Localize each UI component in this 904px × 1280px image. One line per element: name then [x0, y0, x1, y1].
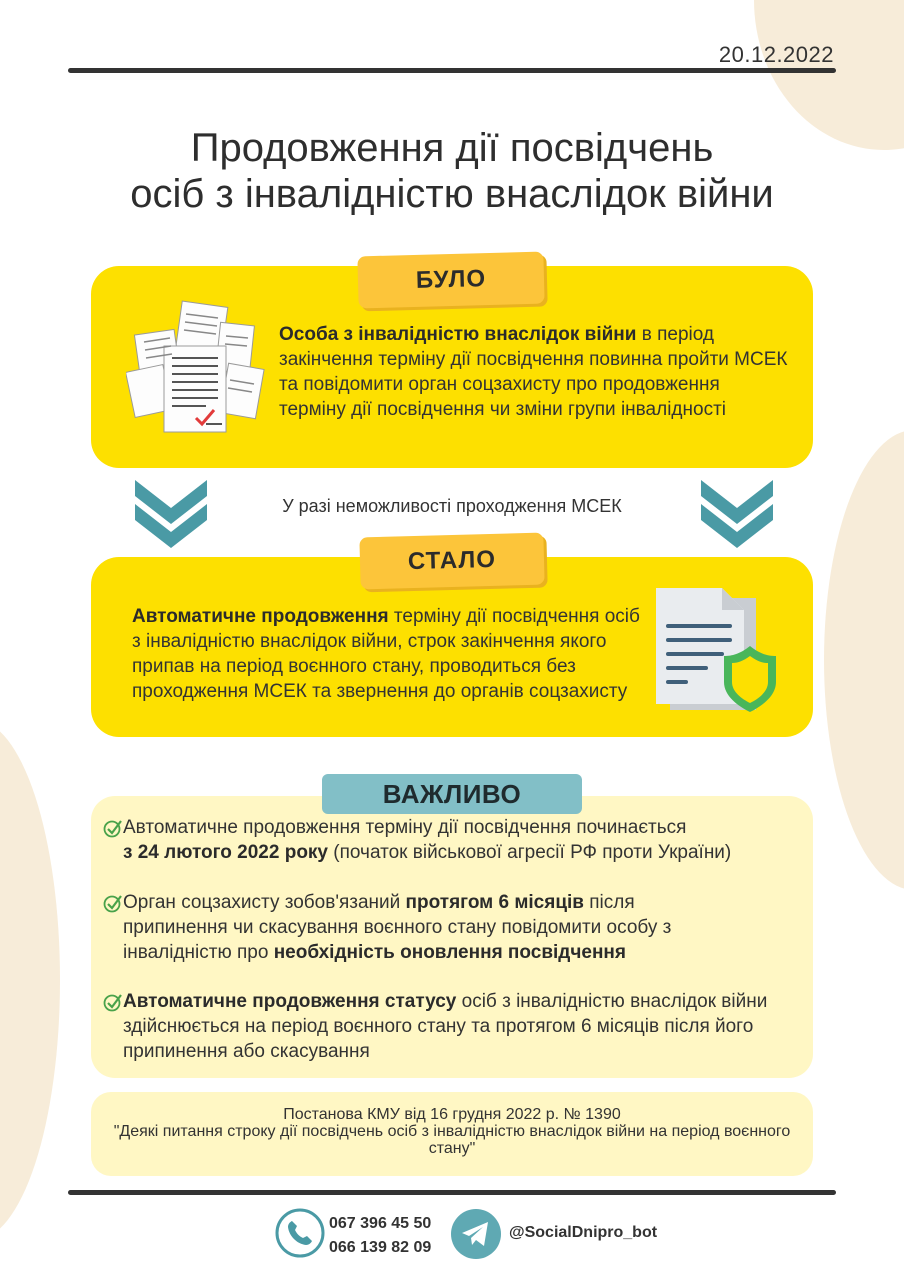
was-description	[279, 322, 789, 422]
important-item-3-text: осіб з інвалідністю внаслідок війни здійснюється на період воєнного стану та протягом 6 місяців після його припинення або скасування	[123, 991, 768, 1062]
important-label: ВАЖЛИВО	[322, 774, 582, 814]
top-divider	[68, 68, 836, 73]
now-text: терміну дії посвідчення осіб з інвалідністю внаслідок війни, строк закінчення якого припав на період воєнного стану, проводиться без проходження МСЕК та звернення до органів соцзахисту	[132, 606, 640, 702]
important-item-3-bold: Автоматичне продовження статусу	[123, 991, 457, 1012]
transition-note: У разі неможливості проходження МСЕК	[282, 496, 622, 516]
chevron-down-icon	[697, 474, 777, 554]
was-text: в період закінчення терміну дії посвідчення повинна пройти МСЕК та повідомити орган соцзахисту про продовження терміну дії посвідчення чи зміни групи інвалідності	[279, 324, 788, 420]
now-description	[132, 604, 642, 704]
check-circle-icon	[103, 818, 123, 838]
telegram-handle[interactable]: @SocialDnipro_bot	[509, 1224, 658, 1241]
date: 20.12.2022	[718, 42, 834, 67]
document-shield-icon	[650, 586, 780, 716]
phone-1[interactable]: 067 396 45 50	[329, 1215, 432, 1232]
documents-icon	[126, 296, 266, 438]
important-item-1-text: Автоматичне продовження терміну дії посвідчення починається	[123, 817, 687, 838]
now-label: СТАЛО	[359, 533, 544, 590]
decor-blob-left	[0, 720, 60, 1240]
important-item-2-text: Орган соцзахисту зобов'язаний	[123, 892, 406, 913]
phone-icon	[275, 1208, 325, 1258]
was-label: БУЛО	[357, 252, 544, 309]
important-item-2-text-2: після припинення чи скасування воєнного стану повідомити особу з інвалідністю про	[123, 892, 672, 963]
important-item-1	[103, 815, 803, 865]
important-item-3	[103, 989, 803, 1064]
now-bold-text: Автоматичне продовження	[132, 606, 389, 627]
was-bold-text: Особа з інвалідністю внаслідок війни	[279, 324, 637, 345]
resolution-line-1: Постанова КМУ від 16 грудня 2022 р. № 1390	[283, 1106, 621, 1123]
important-item-2-bold-2: необхідність оновлення посвідчення	[273, 942, 626, 963]
page-title	[0, 125, 904, 217]
important-item-2	[103, 890, 803, 965]
telegram-icon	[450, 1208, 502, 1260]
phone-2[interactable]: 066 139 82 09	[329, 1239, 432, 1256]
resolution-line-2: "Деякі питання строку дії посвідчень осіб з інвалідністю внаслідок війни на період воєнного стану"	[113, 1123, 791, 1157]
important-item-2-bold-1: протягом 6 місяців	[405, 892, 584, 913]
check-circle-icon	[103, 992, 123, 1012]
title-line-2: осіб з інвалідністю внаслідок війни	[130, 172, 774, 216]
check-circle-icon	[103, 893, 123, 913]
resolution-text	[91, 1106, 813, 1157]
important-item-1-bold: з 24 лютого 2022 року	[123, 842, 329, 863]
bottom-divider	[68, 1190, 836, 1195]
important-item-1-text-2: (початок військової агресії РФ проти України)	[328, 842, 732, 863]
phone-numbers	[329, 1212, 431, 1260]
title-line-1: Продовження дії посвідчень	[190, 126, 714, 170]
